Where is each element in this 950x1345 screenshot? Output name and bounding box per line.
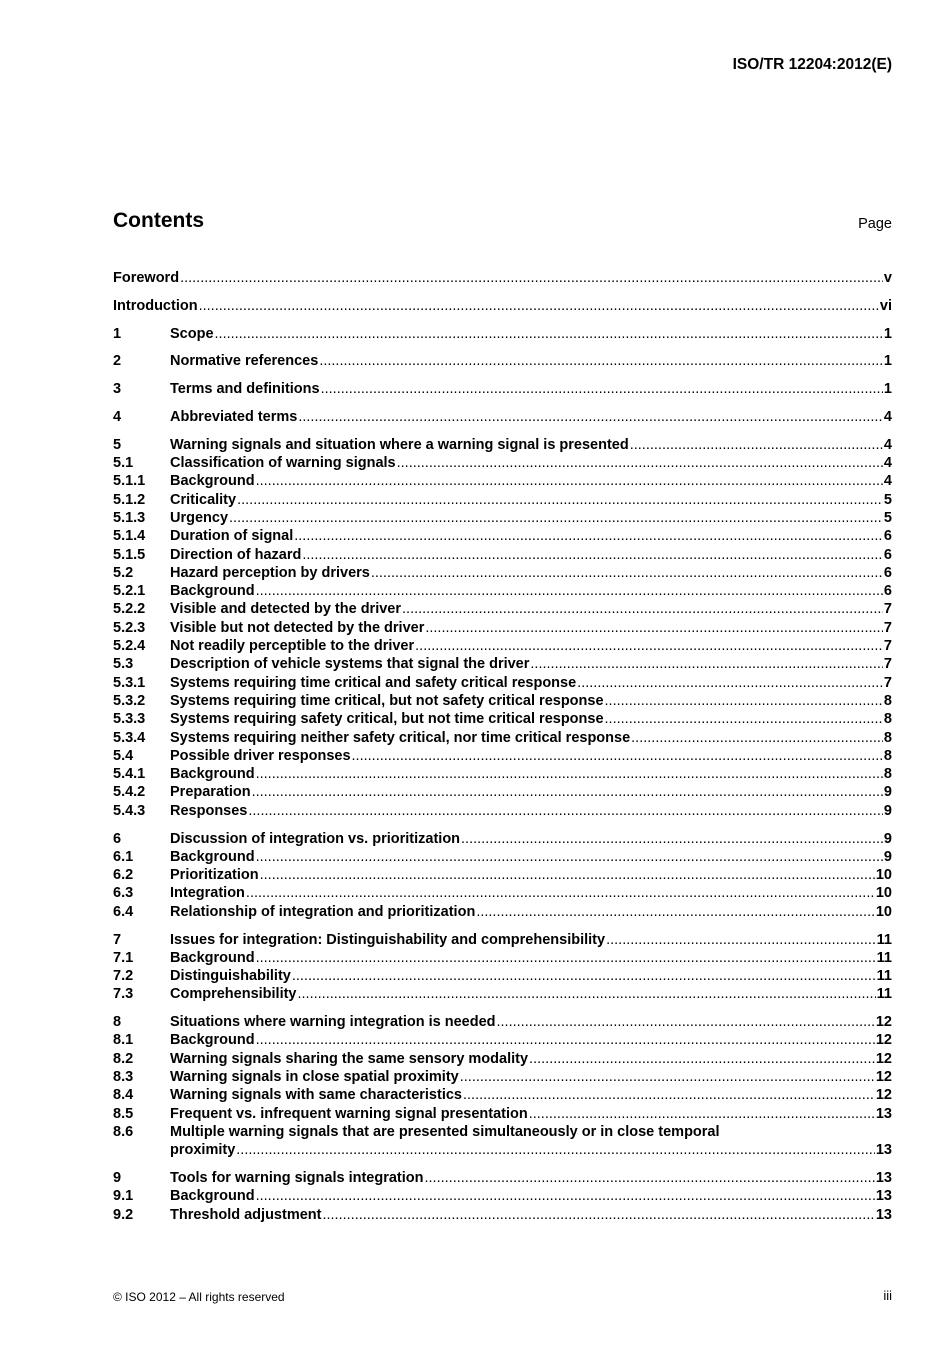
page-column-label: Page xyxy=(858,216,892,232)
toc-entry-title: Responses xyxy=(170,802,248,819)
toc-entry-title: Hazard perception by drivers xyxy=(170,564,370,581)
toc-entry-number: 8.4 xyxy=(113,1087,134,1104)
toc-entry-number: 7.3 xyxy=(113,986,134,1003)
toc-entry[interactable] xyxy=(113,491,892,509)
dot-leader xyxy=(236,1141,875,1159)
dot-leader xyxy=(605,710,883,728)
toc-group xyxy=(113,352,892,370)
toc-entry-number: 3 xyxy=(113,381,122,398)
toc-entry[interactable] xyxy=(113,546,892,564)
toc-entry-number: 8.2 xyxy=(113,1050,134,1067)
dot-leader xyxy=(425,1169,875,1187)
dot-leader xyxy=(215,325,883,343)
toc-entry-number: 8 xyxy=(113,1014,122,1031)
toc-entry-page: 4 xyxy=(883,473,892,490)
toc-entry-title: Warning signals and situation where a warning signal is presented xyxy=(170,436,629,453)
toc-entry-page: 11 xyxy=(876,931,892,948)
toc-entry[interactable] xyxy=(113,269,892,287)
toc-entry[interactable] xyxy=(113,527,892,545)
toc-entry[interactable] xyxy=(113,866,892,884)
dot-leader xyxy=(256,765,883,783)
toc-entry-page: 1 xyxy=(883,325,892,342)
toc-entry-page: 7 xyxy=(883,638,892,655)
toc-entry-title: Visible but not detected by the driver xyxy=(170,619,425,636)
toc-entry-number: 5.3.4 xyxy=(113,729,146,746)
toc-entry-number: 4 xyxy=(113,408,122,425)
dot-leader xyxy=(256,582,883,600)
toc-entry-title: Foreword xyxy=(113,270,180,286)
toc-entry-title: Description of vehicle systems that signal the driver xyxy=(170,656,530,673)
dot-leader xyxy=(631,729,883,747)
toc-entry-title: Criticality xyxy=(170,491,237,508)
toc-entry-title-continued: proximity xyxy=(170,1142,236,1159)
toc-entry-number: 5.1 xyxy=(113,455,134,472)
toc-entry-page: 11 xyxy=(876,949,892,966)
toc-entry-number: 8.1 xyxy=(113,1032,134,1049)
toc-entry[interactable] xyxy=(113,1123,892,1141)
toc-entry[interactable] xyxy=(113,1187,892,1205)
toc-entry[interactable] xyxy=(113,747,892,765)
toc-entry-page: 9 xyxy=(883,830,892,847)
dot-leader xyxy=(371,564,883,582)
toc-entry-title: Direction of hazard xyxy=(170,546,302,563)
toc-entry-page: 7 xyxy=(883,674,892,691)
toc-entry[interactable] xyxy=(113,765,892,783)
toc-entry-title: Systems requiring neither safety critical, nor time critical response xyxy=(170,729,631,746)
toc-entry-number: 5.4.3 xyxy=(113,802,146,819)
toc-entry-page: 10 xyxy=(875,885,892,902)
toc-entry-page: 12 xyxy=(875,1032,892,1049)
toc-entry-page: 13 xyxy=(875,1188,892,1205)
dot-leader xyxy=(605,692,883,710)
dot-leader xyxy=(248,802,883,820)
toc-entry-number: 9 xyxy=(113,1170,122,1187)
toc-entry-page: 12 xyxy=(875,1069,892,1086)
dot-leader xyxy=(415,637,883,655)
dot-leader xyxy=(460,1068,875,1086)
dot-leader xyxy=(322,1206,874,1224)
toc-entry-page: 1 xyxy=(883,381,892,398)
toc-entry-title: Warning signals in close spatial proximity xyxy=(170,1069,459,1086)
toc-entry-title: Background xyxy=(170,1032,255,1049)
toc-entry[interactable] xyxy=(113,408,892,426)
toc-entry[interactable] xyxy=(113,1206,892,1224)
dot-leader xyxy=(256,1031,875,1049)
toc-entry-page: 6 xyxy=(883,583,892,600)
toc-entry[interactable] xyxy=(113,903,892,921)
toc-entry-page: 4 xyxy=(883,408,892,425)
toc-entry-number: 5.1.1 xyxy=(113,473,146,490)
toc-entry-number: 6.2 xyxy=(113,867,134,884)
toc-entry-title: Systems requiring time critical, but not safety critical response xyxy=(170,692,604,709)
dot-leader xyxy=(256,949,876,967)
dot-leader xyxy=(256,1187,875,1205)
toc-entry[interactable] xyxy=(113,931,892,949)
toc-entry[interactable] xyxy=(113,830,892,848)
dot-leader xyxy=(180,269,883,287)
toc-entry-title: Background xyxy=(170,583,255,600)
toc-entry-title: Duration of signal xyxy=(170,528,294,545)
toc-entry-number: 5.1.3 xyxy=(113,509,146,526)
toc-entry-page: 5 xyxy=(883,491,892,508)
toc-entry-title: Normative references xyxy=(170,353,319,370)
toc-entry-title: Introduction xyxy=(113,297,198,314)
toc-entry-page: 8 xyxy=(883,711,892,728)
toc-entry-page: 12 xyxy=(875,1014,892,1031)
toc-entry[interactable] xyxy=(113,949,892,967)
toc-entry[interactable] xyxy=(113,802,892,820)
dot-leader xyxy=(294,527,883,545)
dot-leader xyxy=(402,600,883,618)
toc-entry-title: Scope xyxy=(170,325,214,342)
toc-entry[interactable] xyxy=(113,848,892,866)
toc-entry[interactable] xyxy=(113,884,892,902)
toc-entry[interactable] xyxy=(113,1105,892,1123)
toc-entry-title: Situations where warning integration is needed xyxy=(170,1014,496,1031)
toc-entry-number: 8.5 xyxy=(113,1105,134,1122)
toc-entry-number: 5.3.1 xyxy=(113,674,146,691)
toc-entry-title: Abbreviated terms xyxy=(170,408,298,425)
toc-entry-page: 12 xyxy=(875,1050,892,1067)
dot-leader xyxy=(256,472,883,490)
toc-entry-page: 6 xyxy=(883,528,892,545)
toc-entry-page: 12 xyxy=(875,1087,892,1104)
dot-leader xyxy=(292,967,876,985)
toc-entry-number: 8.6 xyxy=(113,1123,134,1140)
toc-entry[interactable] xyxy=(113,352,892,370)
dot-leader xyxy=(529,1105,875,1123)
dot-leader xyxy=(463,1086,875,1104)
toc-entry[interactable] xyxy=(113,1169,892,1187)
toc-entry[interactable] xyxy=(113,1031,892,1049)
toc-entry-number: 5.2.1 xyxy=(113,583,146,600)
toc-entry-number: 6.3 xyxy=(113,885,134,902)
toc-entry-number: 7.1 xyxy=(113,949,134,966)
toc-entry[interactable] xyxy=(113,564,892,582)
dot-leader xyxy=(630,436,883,454)
toc-entry-title: Distinguishability xyxy=(170,968,291,985)
toc-entry-number: 5.2.3 xyxy=(113,619,146,636)
toc-entry-page: 4 xyxy=(883,436,892,453)
toc-entry-page: 13 xyxy=(875,1105,892,1122)
toc-entry-page: 10 xyxy=(875,867,892,884)
toc-entry-number: 5.1.4 xyxy=(113,528,146,545)
toc-entry-title: Background xyxy=(170,1188,255,1205)
toc-entry-page: 10 xyxy=(875,903,892,920)
toc-entry-title: Relationship of integration and prioritization xyxy=(170,903,476,920)
toc-group xyxy=(113,1169,892,1224)
toc-entry-title: Not readily perceptible to the driver xyxy=(170,638,415,655)
toc-entry[interactable] xyxy=(113,1068,892,1086)
toc-entry[interactable] xyxy=(113,1013,892,1031)
toc-group xyxy=(113,830,892,921)
toc-entry-title: Possible driver responses xyxy=(170,747,351,764)
toc-entry-title: Frequent vs. infrequent warning signal presentation xyxy=(170,1105,528,1122)
toc-entry-number: 5.4 xyxy=(113,747,134,764)
toc-entry[interactable] xyxy=(113,454,892,472)
toc-group xyxy=(113,436,892,820)
toc-entry-title: Background xyxy=(170,848,255,865)
dot-leader xyxy=(260,866,875,884)
toc-entry-page: 9 xyxy=(883,784,892,801)
document-id: ISO/TR 12204:2012(E) xyxy=(732,56,892,73)
toc-entry-title: Prioritization xyxy=(170,867,259,884)
toc-entry[interactable] xyxy=(113,655,892,673)
dot-leader xyxy=(256,848,883,866)
toc-entry-title: Visible and detected by the driver xyxy=(170,601,402,618)
dot-leader xyxy=(606,931,876,949)
dot-leader xyxy=(319,352,883,370)
toc-group xyxy=(113,380,892,398)
toc-entry-page: 13 xyxy=(875,1170,892,1187)
dot-leader xyxy=(246,884,875,902)
dot-leader xyxy=(529,1050,875,1068)
toc-entry-number: 9.2 xyxy=(113,1206,134,1223)
toc-entry-number: 5.2 xyxy=(113,564,134,581)
toc-group xyxy=(113,1013,892,1159)
dot-leader xyxy=(298,985,876,1003)
toc-entry-page: 8 xyxy=(883,766,892,783)
toc-entry-page: 5 xyxy=(883,509,892,526)
toc-entry-title: Urgency xyxy=(170,509,229,526)
toc-entry-number: 5.1.5 xyxy=(113,546,146,563)
toc-entry[interactable] xyxy=(113,985,892,1003)
toc-entry-number: 1 xyxy=(113,325,122,342)
toc-entry-number: 7.2 xyxy=(113,968,134,985)
toc-entry[interactable] xyxy=(113,472,892,490)
toc-entry-title: Multiple warning signals that are presented simultaneously or in close temporal xyxy=(170,1123,720,1140)
toc-entry[interactable] xyxy=(113,619,892,637)
toc-entry-page: 9 xyxy=(883,848,892,865)
toc-entry-number: 6.1 xyxy=(113,848,134,865)
toc-entry-number: 5.1.2 xyxy=(113,491,146,508)
toc-entry-title: Classification of warning signals xyxy=(170,455,396,472)
toc-entry-number: 7 xyxy=(113,931,122,948)
dot-leader xyxy=(321,380,883,398)
dot-leader xyxy=(352,747,883,765)
toc-entry[interactable] xyxy=(113,380,892,398)
toc-entry-page: 8 xyxy=(883,692,892,709)
toc-group xyxy=(113,408,892,426)
toc-entry-page: 8 xyxy=(883,729,892,746)
toc-entry[interactable] xyxy=(113,674,892,692)
toc-entry[interactable] xyxy=(113,600,892,618)
toc-group xyxy=(113,931,892,1004)
toc-entry-page: 6 xyxy=(883,546,892,563)
toc-entry-page: 7 xyxy=(883,601,892,618)
dot-leader xyxy=(497,1013,875,1031)
toc-entry-page: 4 xyxy=(883,455,892,472)
toc-entry-number: 6 xyxy=(113,830,122,847)
toc-entry-page: v xyxy=(883,270,892,286)
toc-entry-number: 2 xyxy=(113,353,122,370)
dot-leader xyxy=(237,491,883,509)
toc-entry[interactable] xyxy=(113,509,892,527)
toc-entry-title: Background xyxy=(170,473,255,490)
toc-entry-title: Comprehensibility xyxy=(170,986,297,1003)
toc-entry-continuation[interactable] xyxy=(113,1141,892,1159)
dot-leader xyxy=(252,783,883,801)
toc-entry-page: 11 xyxy=(876,968,892,985)
toc-entry[interactable] xyxy=(113,710,892,728)
contents-heading: Contents xyxy=(113,209,204,232)
dot-leader xyxy=(577,674,883,692)
dot-leader xyxy=(425,619,883,637)
toc-entry[interactable] xyxy=(113,1050,892,1068)
toc-entry-number: 5.2.4 xyxy=(113,638,146,655)
dot-leader xyxy=(461,830,883,848)
toc-entry-title: Warning signals with same characteristics xyxy=(170,1087,462,1104)
toc-entry-number: 5.2.2 xyxy=(113,601,146,618)
toc-entry-number: 9.1 xyxy=(113,1188,134,1205)
footer-page-number: iii xyxy=(883,1288,892,1303)
toc-entry[interactable] xyxy=(113,692,892,710)
toc-entry-number: 5.3.2 xyxy=(113,692,146,709)
toc-entry-title: Preparation xyxy=(170,784,251,801)
toc-entry[interactable] xyxy=(113,436,892,454)
toc-entry[interactable] xyxy=(113,783,892,801)
dot-leader xyxy=(397,454,883,472)
toc-entry[interactable] xyxy=(113,297,892,315)
toc-entry-number: 5.3.3 xyxy=(113,711,146,728)
toc-entry-page: 13 xyxy=(875,1206,892,1223)
toc-entry[interactable] xyxy=(113,967,892,985)
toc-group xyxy=(113,325,892,343)
toc-entry[interactable] xyxy=(113,729,892,747)
toc-group xyxy=(113,297,892,315)
toc-entry-page: 1 xyxy=(883,353,892,370)
footer-copyright: © ISO 2012 – All rights reserved xyxy=(113,1290,285,1304)
dot-leader xyxy=(530,655,883,673)
toc-entry-number: 5.3 xyxy=(113,656,134,673)
toc-entry-title: Warning signals sharing the same sensory modality xyxy=(170,1050,529,1067)
toc-entry-page: 9 xyxy=(883,802,892,819)
toc-entry-page: 13 xyxy=(875,1142,892,1159)
toc-entry[interactable] xyxy=(113,325,892,343)
toc-entry-page: 7 xyxy=(883,619,892,636)
toc-entry-page: vi xyxy=(879,297,892,314)
toc-entry-page: 6 xyxy=(883,564,892,581)
table-of-contents xyxy=(113,269,892,1233)
toc-entry-page: 8 xyxy=(883,747,892,764)
toc-entry-page: 11 xyxy=(876,986,892,1003)
toc-entry-title: Background xyxy=(170,949,255,966)
toc-group xyxy=(113,269,892,287)
dot-leader xyxy=(476,903,875,921)
toc-entry-title: Threshold adjustment xyxy=(170,1206,322,1223)
toc-entry-title: Background xyxy=(170,766,255,783)
dot-leader xyxy=(302,546,883,564)
toc-entry-title: Discussion of integration vs. prioritization xyxy=(170,830,461,847)
toc-entry-title: Integration xyxy=(170,885,245,902)
toc-entry-number: 5.4.1 xyxy=(113,766,146,783)
toc-entry-title: Systems requiring safety critical, but not time critical response xyxy=(170,711,604,728)
toc-entry-number: 6.4 xyxy=(113,903,134,920)
toc-entry-number: 5 xyxy=(113,436,122,453)
toc-entry-number: 5.4.2 xyxy=(113,784,146,801)
toc-entry[interactable] xyxy=(113,582,892,600)
toc-entry-title: Tools for warning signals integration xyxy=(170,1170,424,1187)
toc-entry[interactable] xyxy=(113,637,892,655)
toc-entry-number: 8.3 xyxy=(113,1069,134,1086)
toc-entry-page: 7 xyxy=(883,656,892,673)
dot-leader xyxy=(199,297,879,315)
toc-entry-title: Systems requiring time critical and safety critical response xyxy=(170,674,577,691)
dot-leader xyxy=(298,408,883,426)
toc-entry-title: Terms and definitions xyxy=(170,381,320,398)
toc-entry[interactable] xyxy=(113,1086,892,1104)
toc-entry-title: Issues for integration: Distinguishability and comprehensibility xyxy=(170,931,606,948)
dot-leader xyxy=(229,509,883,527)
